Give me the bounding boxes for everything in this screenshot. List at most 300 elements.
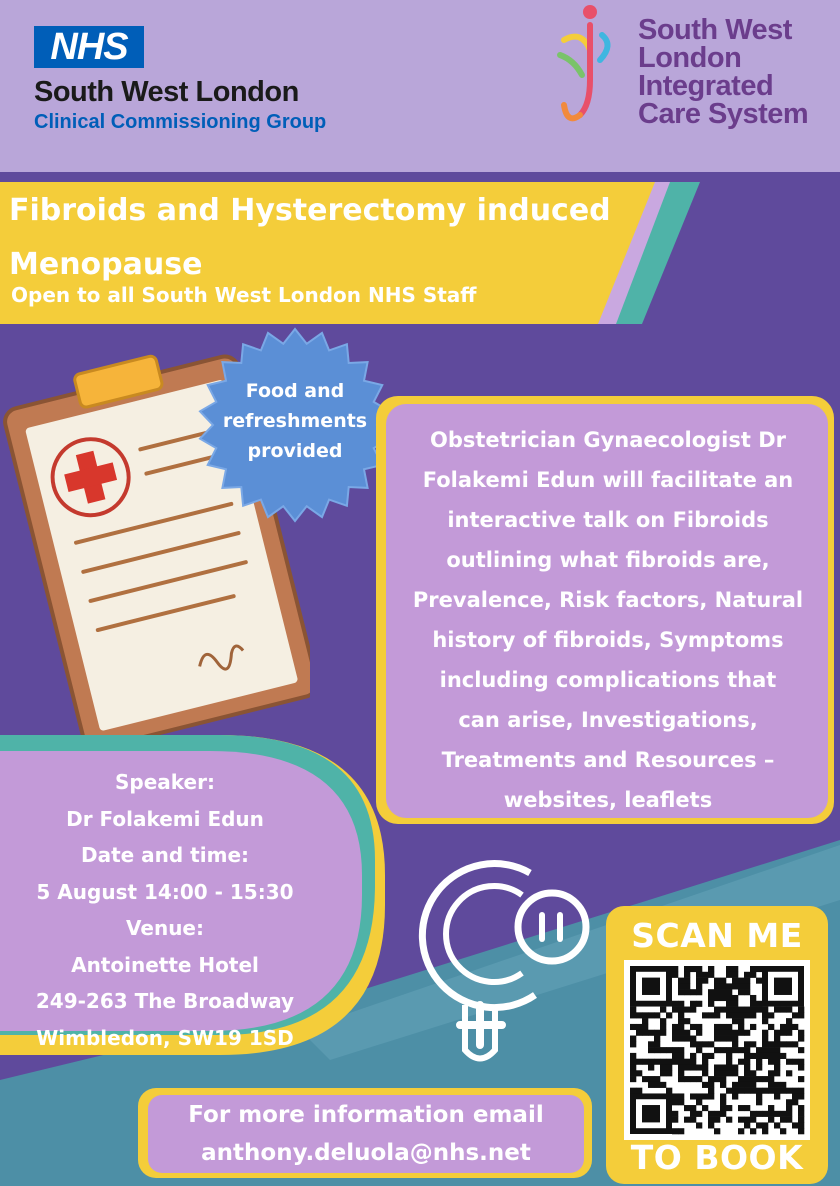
qr-module <box>714 1128 720 1134</box>
qr-module <box>690 989 696 995</box>
qr-module <box>750 1001 756 1007</box>
qr-module <box>792 1122 798 1128</box>
qr-module <box>726 995 732 1001</box>
qr-module <box>798 1105 804 1111</box>
event-audience: Open to all South West London NHS Staff <box>11 283 477 307</box>
description-line: Folakemi Edun will facilitate an <box>422 468 794 492</box>
event-title <box>9 184 649 292</box>
qr-module <box>768 1082 774 1088</box>
qr-module <box>744 989 750 995</box>
qr-module <box>714 1117 720 1123</box>
qr-module <box>636 1012 642 1018</box>
qr-module <box>726 1059 732 1065</box>
qr-module <box>732 995 738 1001</box>
qr-module <box>726 1105 732 1111</box>
qr-module <box>738 1059 744 1065</box>
qr-module <box>672 1001 678 1007</box>
qr-module <box>696 1030 702 1036</box>
qr-module <box>792 1024 798 1030</box>
qr-module <box>672 1036 678 1042</box>
qr-module <box>738 989 744 995</box>
qr-module <box>720 1111 726 1117</box>
qr-module <box>738 1076 744 1082</box>
qr-module <box>630 1036 636 1042</box>
qr-module <box>690 1093 696 1099</box>
qr-module <box>756 1001 762 1007</box>
qr-module <box>720 1105 726 1111</box>
qr-module <box>738 1012 744 1018</box>
qr-module <box>690 1041 696 1047</box>
description-line: including complications that <box>439 668 777 692</box>
qr-module <box>726 1047 732 1053</box>
qr-module <box>684 983 690 989</box>
qr-module <box>744 1076 750 1082</box>
qr-module <box>684 1030 690 1036</box>
qr-module <box>630 1024 636 1030</box>
qr-module <box>720 1030 726 1036</box>
qr-module <box>654 1047 660 1053</box>
qr-module <box>648 1030 654 1036</box>
qr-module <box>642 1059 648 1065</box>
qr-module <box>636 1088 642 1094</box>
qr-module <box>726 966 732 972</box>
qr-module <box>720 989 726 995</box>
qr-module <box>732 1007 738 1013</box>
qr-module <box>672 1007 678 1013</box>
qr-module <box>738 1047 744 1053</box>
description-line: Prevalence, Risk factors, Natural <box>412 588 804 612</box>
qr-module <box>738 1018 744 1024</box>
qr-module <box>696 1041 702 1047</box>
qr-finder <box>642 1105 660 1122</box>
qr-module <box>798 1111 804 1117</box>
qr-module <box>744 1047 750 1053</box>
qr-module <box>792 1059 798 1065</box>
qr-module <box>786 1041 792 1047</box>
qr-module <box>798 1036 804 1042</box>
ics-name <box>638 16 838 128</box>
qr-module <box>798 1064 804 1070</box>
qr-module <box>702 972 708 978</box>
qr-module <box>798 1128 804 1134</box>
qr-module <box>720 983 726 989</box>
qr-module <box>720 1070 726 1076</box>
description-line: history of fibroids, Symptoms <box>432 628 784 652</box>
qr-module <box>774 1064 780 1070</box>
qr-module <box>732 1041 738 1047</box>
qr-module <box>636 1059 642 1065</box>
qr-module <box>774 1053 780 1059</box>
qr-module <box>702 1105 708 1111</box>
qr-module <box>702 1059 708 1065</box>
qr-module <box>654 1012 660 1018</box>
qr-module <box>642 1012 648 1018</box>
qr-module <box>786 1070 792 1076</box>
qr-module <box>690 1059 696 1065</box>
qr-module <box>732 1064 738 1070</box>
qr-module <box>786 1105 792 1111</box>
qr-module <box>720 1082 726 1088</box>
qr-module <box>756 1053 762 1059</box>
qr-module <box>798 1047 804 1053</box>
qr-module <box>702 1093 708 1099</box>
qr-module <box>714 1111 720 1117</box>
qr-module <box>726 983 732 989</box>
qr-module <box>774 1070 780 1076</box>
qr-module <box>738 1007 744 1013</box>
qr-module <box>684 1059 690 1065</box>
qr-module <box>684 966 690 972</box>
qr-module <box>750 1128 756 1134</box>
qr-module <box>744 1012 750 1018</box>
qr-module <box>708 1001 714 1007</box>
qr-module <box>660 1070 666 1076</box>
qr-module <box>684 978 690 984</box>
qr-module <box>708 1041 714 1047</box>
qr-module <box>780 1128 786 1134</box>
qr-module <box>672 972 678 978</box>
qr-module <box>792 1041 798 1047</box>
qr-module <box>756 1111 762 1117</box>
qr-module <box>630 1053 636 1059</box>
qr-module <box>708 1088 714 1094</box>
qr-module <box>756 1064 762 1070</box>
qr-module <box>654 1041 660 1047</box>
qr-module <box>726 1070 732 1076</box>
qr-module <box>786 1099 792 1105</box>
qr-module <box>678 1064 684 1070</box>
qr-module <box>738 1024 744 1030</box>
qr-module <box>768 1117 774 1123</box>
qr-module <box>768 1070 774 1076</box>
qr-module <box>780 1117 786 1123</box>
qr-module <box>696 1047 702 1053</box>
qr-module <box>792 1093 798 1099</box>
qr-module <box>642 1076 648 1082</box>
qr-module <box>762 1030 768 1036</box>
qr-module <box>774 1059 780 1065</box>
qr-module <box>726 1117 732 1123</box>
qr-module <box>750 1070 756 1076</box>
qr-module <box>678 1036 684 1042</box>
qr-module <box>768 1111 774 1117</box>
qr-module <box>798 1059 804 1065</box>
qr-module <box>732 1030 738 1036</box>
qr-module <box>678 1001 684 1007</box>
qr-module <box>792 1088 798 1094</box>
qr-module <box>714 1024 720 1030</box>
qr-module <box>708 989 714 995</box>
qr-module <box>702 1082 708 1088</box>
qr-module <box>792 1099 798 1105</box>
qr-module <box>768 1047 774 1053</box>
contact-email-link[interactable]: anthony.deluola@nhs.net <box>201 1140 531 1166</box>
qr-module <box>708 1111 714 1117</box>
qr-module <box>720 1047 726 1053</box>
qr-module <box>690 966 696 972</box>
qr-module <box>660 1064 666 1070</box>
qr-module <box>738 1105 744 1111</box>
qr-module <box>744 978 750 984</box>
qr-module <box>798 1088 804 1094</box>
qr-module <box>654 1082 660 1088</box>
qr-module <box>678 1099 684 1105</box>
qr-module <box>768 1041 774 1047</box>
qr-module <box>648 1082 654 1088</box>
scan-me-label: SCAN ME <box>631 916 803 955</box>
qr-module <box>726 989 732 995</box>
qr-module <box>768 1053 774 1059</box>
qr-module <box>726 972 732 978</box>
ccg-name: South West London <box>34 76 299 108</box>
qr-module <box>678 1128 684 1134</box>
qr-module <box>690 1007 696 1013</box>
qr-module <box>696 1099 702 1105</box>
badge-line: provided <box>247 440 343 462</box>
ccg-subtitle: Clinical Commissioning Group <box>34 111 327 133</box>
female-symbol-icon <box>410 845 600 1075</box>
qr-module <box>744 1082 750 1088</box>
qr-module <box>732 978 738 984</box>
qr-module <box>696 1093 702 1099</box>
qr-module <box>696 972 702 978</box>
qr-module <box>696 989 702 995</box>
qr-module <box>732 1070 738 1076</box>
qr-module <box>654 1059 660 1065</box>
qr-module <box>780 1030 786 1036</box>
event-datetime: 5 August 14:00 - 15:30 <box>36 879 294 904</box>
qr-module <box>798 1117 804 1123</box>
qr-module <box>726 1053 732 1059</box>
qr-module <box>726 1088 732 1094</box>
qr-module <box>672 1053 678 1059</box>
qr-module <box>744 1053 750 1059</box>
qr-module <box>762 1007 768 1013</box>
ics-name-line: South West <box>638 14 792 46</box>
qr-module <box>648 1041 654 1047</box>
qr-module <box>768 1105 774 1111</box>
qr-module <box>780 1007 786 1013</box>
qr-module <box>756 1093 762 1099</box>
qr-module <box>774 1122 780 1128</box>
qr-module <box>708 1076 714 1082</box>
qr-module <box>756 1088 762 1094</box>
qr-module <box>792 1012 798 1018</box>
qr-module <box>744 1007 750 1013</box>
qr-module <box>738 978 744 984</box>
qr-module <box>666 1059 672 1065</box>
qr-module <box>678 1024 684 1030</box>
qr-module <box>756 1099 762 1105</box>
qr-module <box>660 1082 666 1088</box>
speaker-name: Dr Folakemi Edun <box>66 806 264 831</box>
qr-module <box>630 1070 636 1076</box>
qr-module <box>786 1111 792 1117</box>
contact-line: For more information email <box>188 1102 544 1128</box>
qr-module <box>708 1053 714 1059</box>
qr-module <box>744 1088 750 1094</box>
qr-module <box>744 983 750 989</box>
qr-module <box>768 1088 774 1094</box>
qr-module <box>660 1030 666 1036</box>
qr-module <box>720 1064 726 1070</box>
qr-module <box>714 1047 720 1053</box>
qr-module <box>702 1053 708 1059</box>
qr-module <box>762 1076 768 1082</box>
qr-module <box>720 1099 726 1105</box>
qr-module <box>726 1036 732 1042</box>
qr-module <box>762 1111 768 1117</box>
qr-module <box>720 1076 726 1082</box>
qr-module <box>732 983 738 989</box>
qr-module <box>660 1024 666 1030</box>
qr-module <box>780 1088 786 1094</box>
qr-module <box>690 1036 696 1042</box>
qr-module <box>762 1122 768 1128</box>
qr-module <box>780 1082 786 1088</box>
qr-module <box>738 1128 744 1134</box>
datetime-label: Date and time: <box>80 843 250 867</box>
qr-module <box>672 1111 678 1117</box>
qr-module <box>678 1059 684 1065</box>
qr-module <box>774 1041 780 1047</box>
qr-module <box>750 1041 756 1047</box>
qr-module <box>666 1064 672 1070</box>
qr-module <box>744 1059 750 1065</box>
qr-module <box>654 1076 660 1082</box>
qr-module <box>732 966 738 972</box>
qr-module <box>714 1064 720 1070</box>
qr-module <box>696 983 702 989</box>
description-line: websites, leaflets <box>503 788 713 812</box>
qr-module <box>714 1012 720 1018</box>
qr-module <box>678 1047 684 1053</box>
refreshments-badge <box>215 376 375 466</box>
qr-module <box>690 1064 696 1070</box>
qr-module <box>750 1117 756 1123</box>
qr-code[interactable] <box>624 960 810 1140</box>
qr-module <box>690 1111 696 1117</box>
qr-module <box>672 1128 678 1134</box>
qr-module <box>648 1059 654 1065</box>
qr-module <box>702 978 708 984</box>
qr-module <box>750 1012 756 1018</box>
qr-module <box>660 1059 666 1065</box>
qr-module <box>648 1076 654 1082</box>
qr-module <box>798 1076 804 1082</box>
qr-module <box>708 1012 714 1018</box>
qr-module <box>750 972 756 978</box>
qr-module <box>714 995 720 1001</box>
qr-module <box>774 1047 780 1053</box>
qr-module <box>672 1099 678 1105</box>
qr-finder <box>774 978 792 995</box>
qr-module <box>732 1018 738 1024</box>
qr-module <box>642 1018 648 1024</box>
qr-module <box>678 1018 684 1024</box>
qr-module <box>678 989 684 995</box>
event-details <box>0 764 330 1056</box>
qr-module <box>756 1007 762 1013</box>
qr-module <box>786 1007 792 1013</box>
qr-module <box>750 1076 756 1082</box>
ics-name-line: Care System <box>638 98 809 130</box>
qr-module <box>708 1093 714 1099</box>
qr-module <box>696 1001 702 1007</box>
qr-module <box>708 972 714 978</box>
qr-module <box>696 1122 702 1128</box>
qr-module <box>690 1001 696 1007</box>
qr-module <box>732 1047 738 1053</box>
qr-module <box>750 995 756 1001</box>
qr-module <box>696 966 702 972</box>
qr-module <box>702 1064 708 1070</box>
badge-line: Food and <box>245 380 345 402</box>
qr-module <box>756 1047 762 1053</box>
qr-module <box>798 1007 804 1013</box>
qr-module <box>714 983 720 989</box>
qr-module <box>654 1030 660 1036</box>
qr-module <box>768 1024 774 1030</box>
qr-module <box>654 1036 660 1042</box>
qr-module <box>732 1088 738 1094</box>
qr-module <box>660 1007 666 1013</box>
qr-module <box>726 1007 732 1013</box>
qr-module <box>732 1001 738 1007</box>
qr-module <box>744 1105 750 1111</box>
qr-module <box>630 1041 636 1047</box>
qr-module <box>708 1122 714 1128</box>
qr-module <box>672 1030 678 1036</box>
qr-module <box>780 1111 786 1117</box>
qr-module <box>750 1007 756 1013</box>
description-line: Obstetrician Gynaecologist Dr <box>430 428 786 452</box>
qr-module <box>696 978 702 984</box>
nhs-logo: NHS <box>34 26 144 68</box>
qr-module <box>678 1093 684 1099</box>
qr-module <box>690 1117 696 1123</box>
qr-module <box>648 1012 654 1018</box>
qr-module <box>630 1088 636 1094</box>
qr-module <box>774 1036 780 1042</box>
qr-module <box>780 1024 786 1030</box>
description-line: interactive talk on Fibroids <box>447 508 769 532</box>
qr-module <box>672 1024 678 1030</box>
qr-module <box>702 1070 708 1076</box>
qr-module <box>774 1030 780 1036</box>
qr-module <box>762 1041 768 1047</box>
qr-module <box>744 972 750 978</box>
qr-module <box>684 972 690 978</box>
qr-module <box>708 1082 714 1088</box>
qr-module <box>702 1041 708 1047</box>
qr-module <box>678 1030 684 1036</box>
qr-module <box>678 1070 684 1076</box>
qr-module <box>690 1024 696 1030</box>
venue-address: 249-263 The Broadway <box>35 989 295 1013</box>
qr-module <box>720 995 726 1001</box>
qr-module <box>726 1030 732 1036</box>
qr-module <box>678 1053 684 1059</box>
qr-module <box>798 1093 804 1099</box>
qr-module <box>684 989 690 995</box>
qr-module <box>750 1111 756 1117</box>
qr-module <box>666 1047 672 1053</box>
qr-module <box>780 1053 786 1059</box>
qr-module <box>648 1064 654 1070</box>
qr-module <box>780 1041 786 1047</box>
qr-module <box>774 1111 780 1117</box>
